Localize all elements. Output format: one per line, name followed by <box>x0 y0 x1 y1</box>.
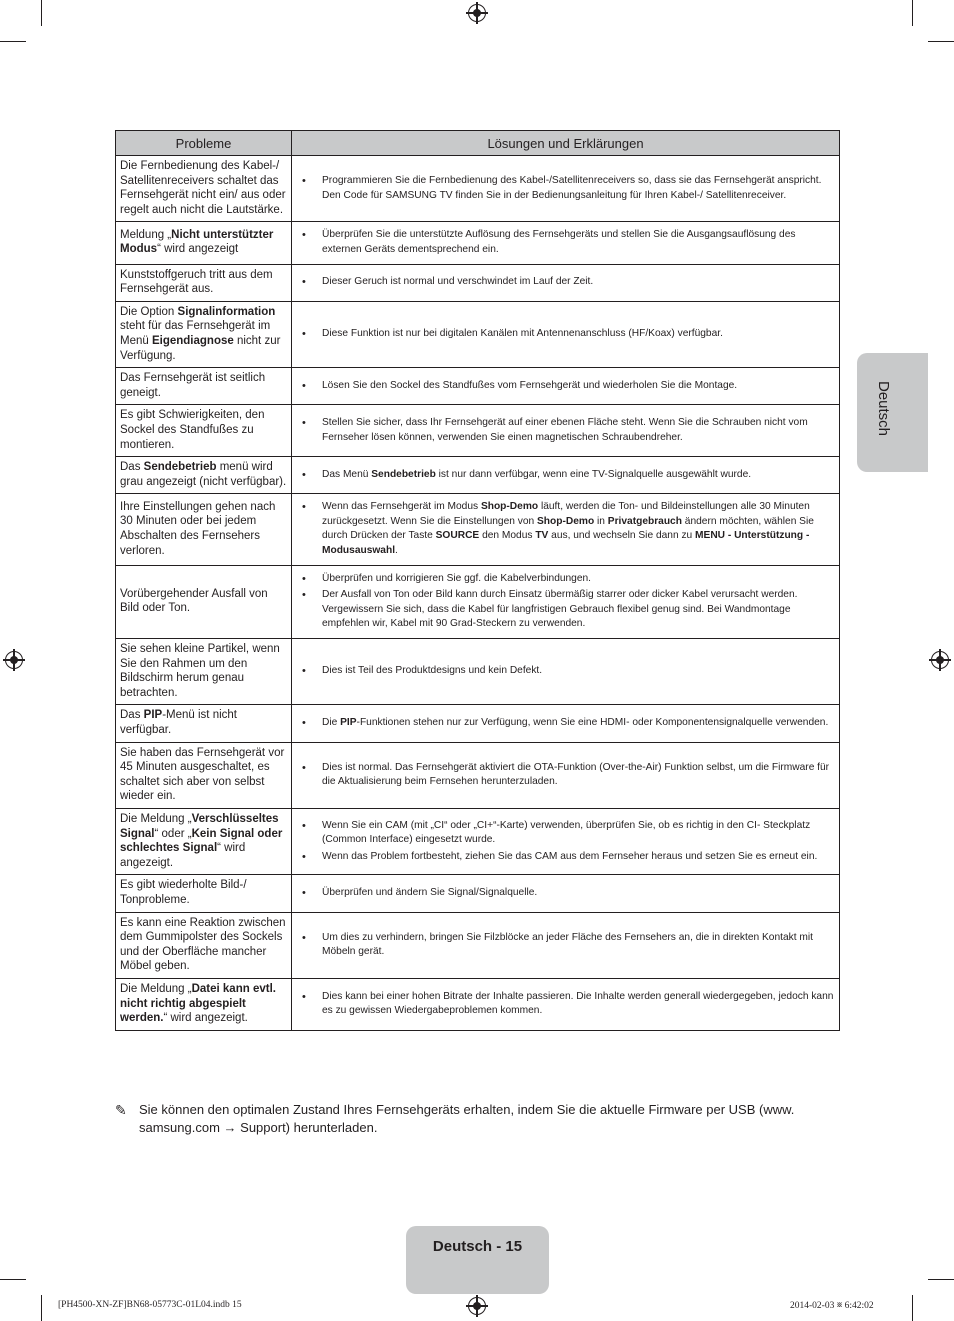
troubleshooting-table <box>115 130 840 1031</box>
text-run: Diese Funktion ist nur bei digitalen Kanälen mit Antennenanschluss (HF/Koax) verfügbar. <box>322 328 723 340</box>
language-label: Deutsch <box>875 381 892 437</box>
solution-cell <box>292 457 840 494</box>
problem-cell <box>116 705 292 742</box>
bold-term: SOURCE <box>435 530 480 542</box>
text-run: Die <box>322 717 341 729</box>
table-row <box>116 494 840 565</box>
problem-cell <box>116 222 292 264</box>
bold-term: PIP <box>340 717 357 729</box>
footer-left: [PH4500-XN-ZF]BN68-05773C-01L04.indb 15 <box>58 1300 242 1310</box>
solution-cell <box>292 705 840 742</box>
solution-item <box>302 931 835 960</box>
problem-cell <box>116 875 292 912</box>
bold-term: Sendebetrieb <box>371 468 436 480</box>
table-row <box>116 457 840 494</box>
solution-list <box>302 990 835 1019</box>
solution-cell <box>292 494 840 565</box>
crop-mark <box>41 1295 42 1321</box>
text-run: läuft, werden die Ton- und Bildeinstellungen alle 30 Minuten zurückgesetzt. Wenn Sie die Einstellungen von <box>322 501 810 527</box>
solution-list <box>302 327 835 342</box>
solution-cell <box>292 875 840 912</box>
solution-list <box>302 275 835 290</box>
text-run: Das <box>120 709 144 722</box>
text-run: Es gibt wiederholte Bild-/ Tonprobleme. <box>120 879 247 906</box>
bold-term: Eigendiagnose <box>151 334 234 347</box>
problem-cell <box>116 368 292 405</box>
footer-right: 2014-02-03 ␧ 6:42:02 <box>790 1301 874 1311</box>
registration-mark-icon <box>468 1297 486 1315</box>
crop-mark <box>0 1279 26 1280</box>
text-run: Es gibt Schwierigkeiten, den Sockel des Standfußes zu montieren. <box>120 409 265 451</box>
text-run: Wenn das Fernsehgerät im Modus <box>322 501 481 513</box>
table-row <box>116 156 840 222</box>
problem-cell <box>116 565 292 638</box>
text-run: Wenn Sie ein CAM (mit „CI“ oder „CI+“-Karte) verwenden, überprüfen Sie, ob es richtig in den CI- Steckplatz (Common Interface) eingesetzt wurde. <box>322 819 811 846</box>
table-row <box>116 742 840 808</box>
table-row <box>116 639 840 705</box>
solution-item <box>302 716 835 731</box>
crop-mark <box>912 0 913 26</box>
solution-item <box>302 990 835 1019</box>
solution-item <box>302 416 835 445</box>
problem-cell <box>116 405 292 457</box>
text-run: “ oder „ <box>154 827 192 840</box>
bold-term: PIP <box>143 709 163 722</box>
text-run: in <box>594 515 608 527</box>
text-run: Dies kann bei einer hohen Bitrate der Inhalte passieren. Die Inhalte werden generall wiedergegeben, jedoch kann es zu gewissen Wiedergabeproblemen kommen. <box>322 990 834 1017</box>
solution-cell <box>292 156 840 222</box>
solution-cell <box>292 912 840 978</box>
solution-item <box>302 228 835 257</box>
note-text: Sie können den optimalen Zustand Ihres Fernsehgeräts erhalten, indem Sie die aktuelle Firmware per USB (www. samsung.com → Support) herunterladen. <box>139 1102 795 1135</box>
problem-cell <box>116 494 292 565</box>
problem-cell <box>116 808 292 874</box>
text-run: Meldung „ <box>120 228 172 241</box>
solution-list <box>302 664 835 679</box>
bold-term: TV <box>535 530 549 542</box>
text-run: Die Option <box>120 305 178 318</box>
problem-cell <box>116 156 292 222</box>
text-run: Die Meldung „ <box>120 812 192 825</box>
solution-cell <box>292 639 840 705</box>
crop-mark <box>41 0 42 26</box>
registration-mark-icon <box>931 651 949 669</box>
problem-cell <box>116 912 292 978</box>
solution-list <box>302 416 835 445</box>
text-run: nicht zur Verfügung. <box>120 334 281 362</box>
bold-term: Sendebetrieb <box>143 461 217 474</box>
problem-cell <box>116 639 292 705</box>
bold-term: MENU - Unterstützung - Modusauswahl <box>322 530 810 557</box>
text-run: Das Menü <box>322 468 372 480</box>
solution-list <box>302 500 835 558</box>
text-run: “ wird angezeigt <box>157 243 239 256</box>
solution-list <box>302 174 835 203</box>
crop-mark <box>928 41 954 42</box>
text-run: Lösen Sie den Sockel des Standfußes vom Fernsehgerät und wiederholen Sie die Montage. <box>322 379 738 391</box>
text-run: Es kann eine Reaktion zwischen dem Gummipolster des Sockels und der Oberfläche mancher Möbel geben. <box>120 916 286 973</box>
pencil-note-icon: ✎ <box>115 1102 127 1118</box>
text-run: Vorübergehender Ausfall von Bild oder Ton. <box>120 587 268 615</box>
text-run: Um dies zu verhindern, bringen Sie Filzblöcke an jeder Fläche des Fernsehers an, die in direkten Kontakt mit Möbeln gerät. <box>322 931 813 958</box>
table-row <box>116 368 840 405</box>
problem-cell <box>116 264 292 301</box>
language-side-tab <box>857 353 928 472</box>
text-run: Überprüfen und ändern Sie Signal/Signalquelle. <box>322 887 538 899</box>
bold-term: Nicht unterstützter Modus <box>120 228 274 256</box>
solution-list <box>302 379 835 394</box>
bold-term: Verschlüsseltes Signal <box>120 812 279 840</box>
problem-cell <box>116 742 292 808</box>
table-row <box>116 405 840 457</box>
solution-list <box>302 228 835 257</box>
table-row <box>116 875 840 912</box>
registration-mark-icon <box>468 4 486 22</box>
text-run: Dies ist normal. Das Fernsehgerät aktiviert die OTA-Funktion (Over-the-Air) Funktion selbst, um die Firmware für die Aktualisierung beim Fernsehen herunterzuladen. <box>322 761 830 788</box>
solution-cell <box>292 742 840 808</box>
solution-list <box>302 716 835 731</box>
text-run: Programmieren Sie die Fernbedienung des Kabel-/Satellitenreceivers so, dass sie das Fernsehgerät anspricht. Den Code für SAMSUNG TV finden Sie in der Bedienungsanleitung für Ihren Kabel-/ Satellitenreceiver. <box>322 175 822 201</box>
text-run: Ihre Einstellungen gehen nach 30 Minuten oder bei jedem Abschalten des Fernsehers verloren. <box>120 500 276 557</box>
header-solutions: Lösungen und Erklärungen <box>292 131 840 156</box>
solution-item <box>302 327 835 342</box>
solution-cell <box>292 301 840 367</box>
text-run: Dieser Geruch ist normal und verschwindet im Lauf der Zeit. <box>322 276 594 288</box>
text-run: Überprüfen Sie die unterstützte Auflösung des Fernsehgeräts und stellen Sie die Ausgangsauflösung des externen Geräts dementsprechend ein. <box>322 229 796 255</box>
solution-item <box>302 275 835 290</box>
text-run: Das <box>120 461 144 474</box>
solution-item <box>302 379 835 394</box>
text-run: -Menü ist nicht verfügbar. <box>120 709 237 736</box>
solution-list <box>302 819 835 865</box>
crop-mark <box>912 1295 913 1321</box>
crop-mark <box>928 1279 954 1280</box>
solution-item <box>302 886 835 901</box>
text-run: “ wird angezeigt. <box>163 1012 248 1025</box>
text-run: menü wird grau angezeigt (nicht verfügbar). <box>120 461 287 488</box>
page-number: Deutsch - 15 <box>432 1238 523 1255</box>
solution-list <box>302 572 835 632</box>
problem-cell <box>116 978 292 1030</box>
solution-cell <box>292 222 840 264</box>
table-row <box>116 301 840 367</box>
solution-cell <box>292 264 840 301</box>
text-run: Stellen Sie sicher, dass Ihr Fernsehgerät auf einer ebenen Fläche steht. Wenn Sie die Schrauben nicht vom Fernseher lösen können, verwenden Sie einen magnetischen Schraubendreher. <box>322 417 808 443</box>
solution-item <box>302 761 835 790</box>
solution-item <box>302 588 835 632</box>
table-row <box>116 222 840 264</box>
solution-item <box>302 850 835 865</box>
solution-cell <box>292 368 840 405</box>
bold-term: Shop-Demo <box>537 515 595 527</box>
registration-mark-icon <box>5 651 23 669</box>
table-row <box>116 705 840 742</box>
solution-item <box>302 468 835 483</box>
solution-cell <box>292 978 840 1030</box>
table-row <box>116 565 840 638</box>
text-run: -Funktionen stehen nur zur Verfügung, wenn Sie eine HDMI- oder Komponentensignalquelle verwenden. <box>356 717 829 729</box>
table-row <box>116 978 840 1030</box>
solution-list <box>302 468 835 483</box>
text-run: aus, und wechseln Sie dann zu <box>548 530 696 542</box>
bold-term: Privatgebrauch <box>607 515 682 527</box>
table-row <box>116 808 840 874</box>
problem-cell <box>116 301 292 367</box>
solution-item <box>302 819 835 848</box>
crop-mark <box>0 41 26 42</box>
bold-term: Signalinformation <box>177 305 276 318</box>
solution-cell <box>292 405 840 457</box>
header-problems: Probleme <box>116 131 292 156</box>
bold-term: Kein Signal oder schlechtes Signal <box>120 827 283 855</box>
bold-term: Datei kann evtl. nicht richtig abgespielt werden. <box>120 982 276 1025</box>
solution-item <box>302 664 835 679</box>
text-run: ist nur dann verfübgar, wenn eine TV-Signalquelle ausgewählt wurde. <box>435 468 752 480</box>
solution-item <box>302 174 835 203</box>
text-run: Überprüfen und korrigieren Sie ggf. die Kabelverbindungen. <box>322 572 592 584</box>
solution-list <box>302 761 835 790</box>
solution-item <box>302 572 835 587</box>
text-run: “ wird angezeigt. <box>120 842 246 869</box>
text-run: Kunststoffgeruch tritt aus dem Fernsehgerät aus. <box>120 268 273 296</box>
page-number-tab <box>406 1226 549 1294</box>
text-run: Sie sehen kleine Partikel, wenn Sie den Rahmen um den Bildschirm herum genau betrachten. <box>120 643 280 699</box>
text-run: ändern möchten, wählen Sie durch Drücken der Taste <box>322 515 814 542</box>
solution-cell <box>292 565 840 638</box>
firmware-note <box>115 1101 839 1137</box>
text-run: Sie haben das Fernsehgerät vor 45 Minuten ausgeschaltet, es schaltet sich aber von selbst wieder ein. <box>120 746 285 803</box>
solution-cell <box>292 808 840 874</box>
table-header-row <box>116 131 840 156</box>
table-body <box>116 156 840 1031</box>
text-run: Die Fernbedienung des Kabel-/ Satellitenreceivers schaltet das Fernsehgerät nicht ein/ aus oder regelt auch nicht die Lautstärke. <box>120 160 286 216</box>
text-run: steht für das Fernsehgerät im Menü <box>120 320 271 347</box>
text-run: den Modus <box>479 530 536 542</box>
problem-cell <box>116 457 292 494</box>
text-run: Wenn das Problem fortbesteht, ziehen Sie das CAM aus dem Fernseher heraus und setzen Sie es erneut ein. <box>322 850 818 862</box>
solution-list <box>302 931 835 960</box>
bold-term: Shop-Demo <box>480 501 539 513</box>
solution-list <box>302 886 835 901</box>
table-row <box>116 912 840 978</box>
solution-item <box>302 500 835 558</box>
text-run: Das Fernsehgerät ist seitlich geneigt. <box>120 372 266 399</box>
text-run: . <box>395 545 398 557</box>
text-run: Die Meldung „ <box>120 982 192 995</box>
text-run: Der Ausfall von Ton oder Bild kann durch Einsatz übermäßig starrer oder dicker Kabel verursacht werden. Vergewissern Sie sich, dass die Kabel für langfristigen Gebrauch flexibel genug sind. Bei Wandmontage empfehlen wir, Kabel mit 90 Grad-Steckern zu verwenden. <box>322 589 798 630</box>
table-row <box>116 264 840 301</box>
text-run: Dies ist Teil des Produktdesigns und kein Defekt. <box>322 665 543 677</box>
